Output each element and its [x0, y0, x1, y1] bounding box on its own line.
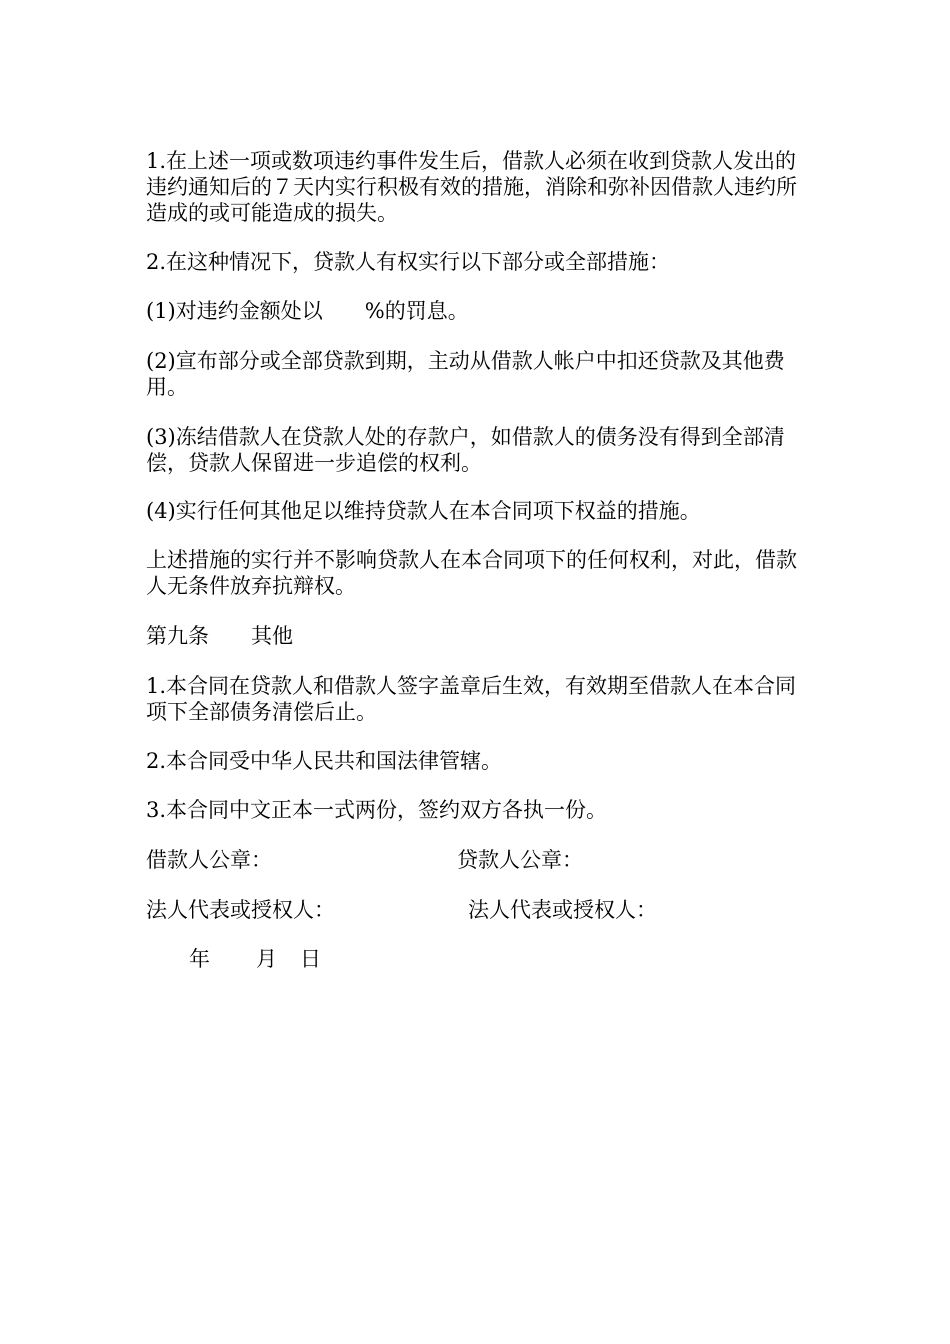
borrower-rep-label: 法人代表或授权人：: [146, 898, 335, 922]
measure-item-4: (4)实行任何其他足以维持贷款人在本合同项下权益的措施。: [146, 499, 701, 523]
measure-item-2: (2)宣布部分或全部贷款到期，主动从借款人帐户中扣还贷款及其他费用。: [146, 349, 785, 399]
date-day-label: 日: [300, 947, 321, 971]
article-heading: 第九条 其他: [146, 624, 293, 648]
clause-paragraph-2: 2.在这种情况下，贷款人有权实行以下部分或全部措施：: [146, 250, 671, 274]
measure-item-1: (1)对违约金额处以 %的罚息。: [146, 299, 469, 323]
date-year-label: 年: [189, 947, 210, 971]
lender-seal-label: 贷款人公章：: [457, 848, 583, 872]
measures-note: 上述措施的实行并不影响贷款人在本合同项下的任何权利，对此，借款人无条件放弃抗辩权。: [146, 548, 797, 598]
other-paragraph-3: 3.本合同中文正本一式两份，签约双方各执一份。: [146, 798, 608, 822]
clause-paragraph-1: 1.在上述一项或数项违约事件发生后，借款人必须在收到贷款人发出的违约通知后的７天内实行积极有效的措施，消除和弥补因借款人违约所造成的或可能造成的损失。: [146, 149, 797, 225]
measure-item-3: (3)冻结借款人在贷款人处的存款户，如借款人的债务没有得到全部清偿，贷款人保留进一步追偿的权利。: [146, 425, 785, 475]
other-paragraph-1: 1.本合同在贷款人和借款人签字盖章后生效，有效期至借款人在本合同项下全部债务清偿后止。: [146, 674, 797, 724]
lender-rep-label: 法人代表或授权人：: [468, 898, 657, 922]
borrower-seal-label: 借款人公章：: [146, 848, 272, 872]
date-month-label: 月: [256, 947, 277, 971]
other-paragraph-2: 2.本合同受中华人民共和国法律管辖。: [146, 749, 503, 773]
